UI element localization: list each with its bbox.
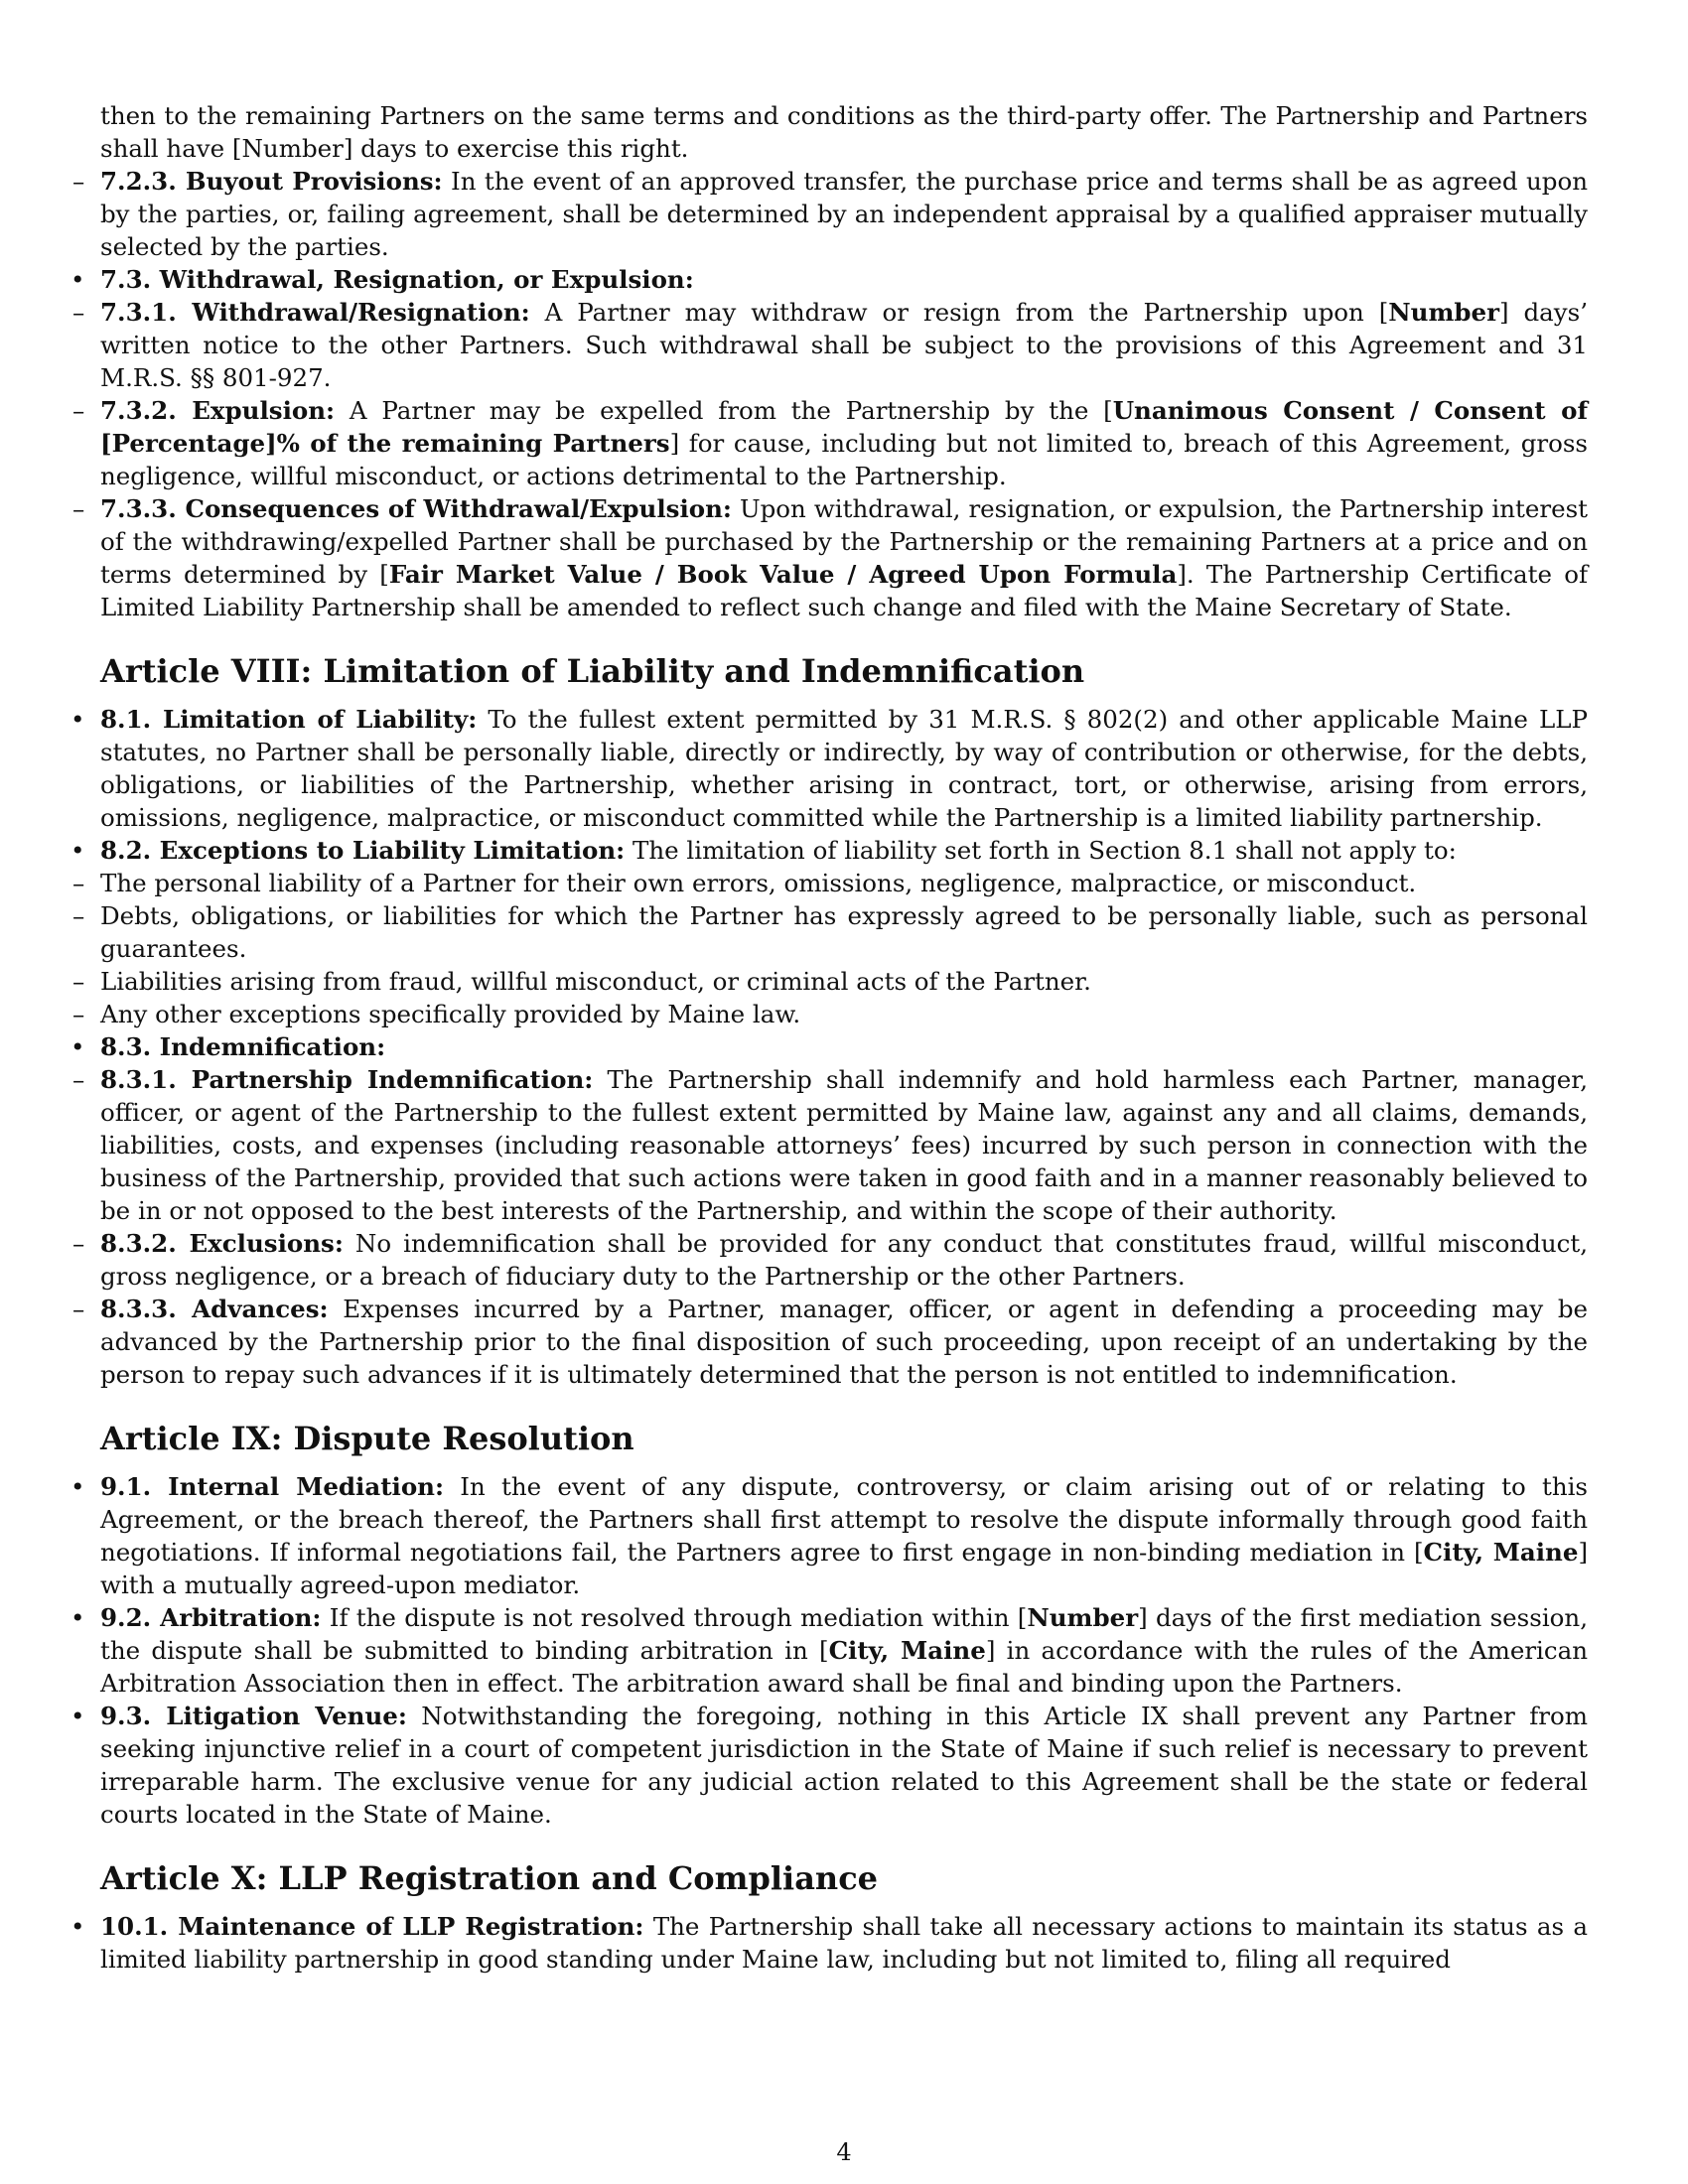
dash-marker: – <box>72 494 85 523</box>
section-8-3-2: – 8.3.2. Exclusions: No indemnification shall be provided for any conduct that constitutes fraud, willful misconduct, gross negligence, or a breach of fiduciary duty to the Partnership or the other Partners. <box>72 1229 1588 1291</box>
dash-marker: – <box>72 1065 85 1094</box>
dash-marker: – <box>72 298 85 327</box>
bullet-marker: • <box>70 1472 85 1501</box>
dash-marker: – <box>72 967 85 996</box>
section-8-3-3: – 8.3.3. Advances: Expenses incurred by a Partner, manager, officer, or agent in defending a proceeding may be advanced by the Partnership prior to the final disposition of such proceeding, upon receipt of an undertaking by the person to repay such advances if it is ultimately determined that the person is not entitled to indemnification. <box>72 1295 1589 1389</box>
dash-marker: – <box>72 167 85 196</box>
page-number: 4 <box>836 2138 852 2166</box>
section-9-3: • 9.3. Litigation Venue: Notwithstanding the foregoing, nothing in this Article IX shall prevent any Partner from seeking injunctive relief in a court of competent jurisdiction in the State of Maine if such relief is necessary to prevent irreparable harm. The exclusive venue for any judicial action related to this Agreement shall be the state or federal courts located in the State of Maine. <box>70 1702 1588 1829</box>
section-8-3-1: – 8.3.1. Partnership Indemnification: The Partnership shall indemnify and hold harmless each Partner, manager, officer, or agent of the Partnership to the fullest extent permitted by Maine law, against any and all claims, demands, liabilities, costs, and expenses (including reasonable attorneys’ fees) incurred by such person in connection with the business of the Partnership, provided that such actions were taken in good faith and in a manner reasonably believed to be in or not opposed to the best interests of the Partnership, and within the scope of their authority. <box>72 1065 1589 1225</box>
dash-marker: – <box>72 396 85 425</box>
exception-item: – Liabilities arising from fraud, willful misconduct, or criminal acts of the Partner. <box>72 967 1091 996</box>
section-7-3-3: – 7.3.3. Consequences of Withdrawal/Expulsion: Upon withdrawal, resignation, or expulsion, the Partnership interest of the withdrawing/expelled Partner shall be purchased by the Partnership or the remaining Partners at a price and on terms determined by [Fair Market Value / Book Value / Agreed Upon Formula]. The Partnership Certificate of Limited Liability Partnership shall be amended to reflect such change and filed with the Maine Secretary of State. <box>72 494 1589 621</box>
bullet-marker: • <box>70 1032 85 1061</box>
dash-marker: – <box>72 869 85 897</box>
bullet-marker: • <box>70 705 85 734</box>
section-9-1: • 9.1. Internal Mediation: In the event of any dispute, controversy, or claim arising out of or relating to this Agreement, or the breach thereof, the Partners shall first attempt to resolve the dispute informally through good faith negotiations. If informal negotiations fail, the Partners agree to first engage in non-binding mediation in [City, Maine] with a mutually agreed-upon mediator. <box>70 1472 1589 1599</box>
exception-item: – Any other exceptions specifically provided by Maine law. <box>72 1000 801 1028</box>
section-7-3-2: – 7.3.2. Expulsion: A Partner may be expelled from the Partnership by the [Unanimous Consent / Consent of [Percentage]% of the remaining Partners] for cause, including but not limited to, breach of this Agreement, gross negligence, willful misconduct, or actions detrimental to the Partnership. <box>72 396 1588 490</box>
bullet-marker: • <box>70 836 85 865</box>
bullet-marker: • <box>70 265 85 294</box>
section-7-3: • 7.3. Withdrawal, Resignation, or Expulsion: <box>70 265 694 294</box>
section-8-1: • 8.1. Limitation of Liability: To the fullest extent permitted by 31 M.R.S. § 802(2) and other applicable Maine LLP statutes, no Partner shall be personally liable, directly or indirectly, by way of contribution or otherwise, for the debts, obligations, or liabilities of the Partnership, whether arising in contract, tort, or otherwise, arising from errors, omissions, negligence, malpractice, or misconduct committed while the Partnership is a limited liability partnership. <box>70 705 1588 832</box>
section-8-3: • 8.3. Indemnification: <box>70 1032 386 1061</box>
bullet-marker: • <box>70 1702 85 1730</box>
dash-marker: – <box>72 1000 85 1028</box>
article-8-heading: Article VIII: Limitation of Liability and Indemnification <box>100 652 1085 690</box>
section-7-2-3-continuation: then to the remaining Partners on the same terms and conditions as the third-party offer. The Partnership and Partners shall have [Number] days to exercise this right. <box>100 101 1588 163</box>
dash-marker: – <box>72 1229 85 1258</box>
section-7-2-3: – 7.2.3. Buyout Provisions: In the event of an approved transfer, the purchase price and terms shall be as agreed upon by the parties, or, failing agreement, shall be determined by an independent appraisal by a qualified appraiser mutually selected by the parties. <box>72 167 1588 261</box>
dash-marker: – <box>72 1295 85 1323</box>
bullet-marker: • <box>70 1603 85 1632</box>
article-10-heading: Article X: LLP Registration and Compliance <box>100 1859 879 1897</box>
article-9-heading: Article IX: Dispute Resolution <box>100 1420 634 1457</box>
bullet-marker: • <box>70 1912 85 1941</box>
section-10-1: • 10.1. Maintenance of LLP Registration: The Partnership shall take all necessary actions to maintain its status as a limited liability partnership in good standing under Maine law, including but not limited to, filing all required <box>70 1912 1589 1974</box>
exception-item: – The personal liability of a Partner for their own errors, omissions, negligence, malpractice, or misconduct. <box>72 869 1417 897</box>
page-content <box>70 99 1589 1976</box>
section-9-2: • 9.2. Arbitration: If the dispute is not resolved through mediation within [Number] days of the first mediation session, the dispute shall be submitted to binding arbitration in [City, Maine] in accordance with the rules of the American Arbitration Association then in effect. The arbitration award shall be final and binding upon the Partners. <box>70 1603 1588 1698</box>
section-8-2: • 8.2. Exceptions to Liability Limitation: The limitation of liability set forth in Section 8.1 shall not apply to: <box>70 836 1457 865</box>
section-7-3-1: – 7.3.1. Withdrawal/Resignation: A Partner may withdraw or resign from the Partnership upon [Number] days’ written notice to the other Partners. Such withdrawal shall be subject to the provisions of this Agreement and 31 M.R.S. §§ 801-927. <box>72 298 1588 392</box>
dash-marker: – <box>72 901 85 930</box>
exception-item: – Debts, obligations, or liabilities for which the Partner has expressly agreed to be personally liable, such as personal guarantees. <box>72 901 1588 963</box>
